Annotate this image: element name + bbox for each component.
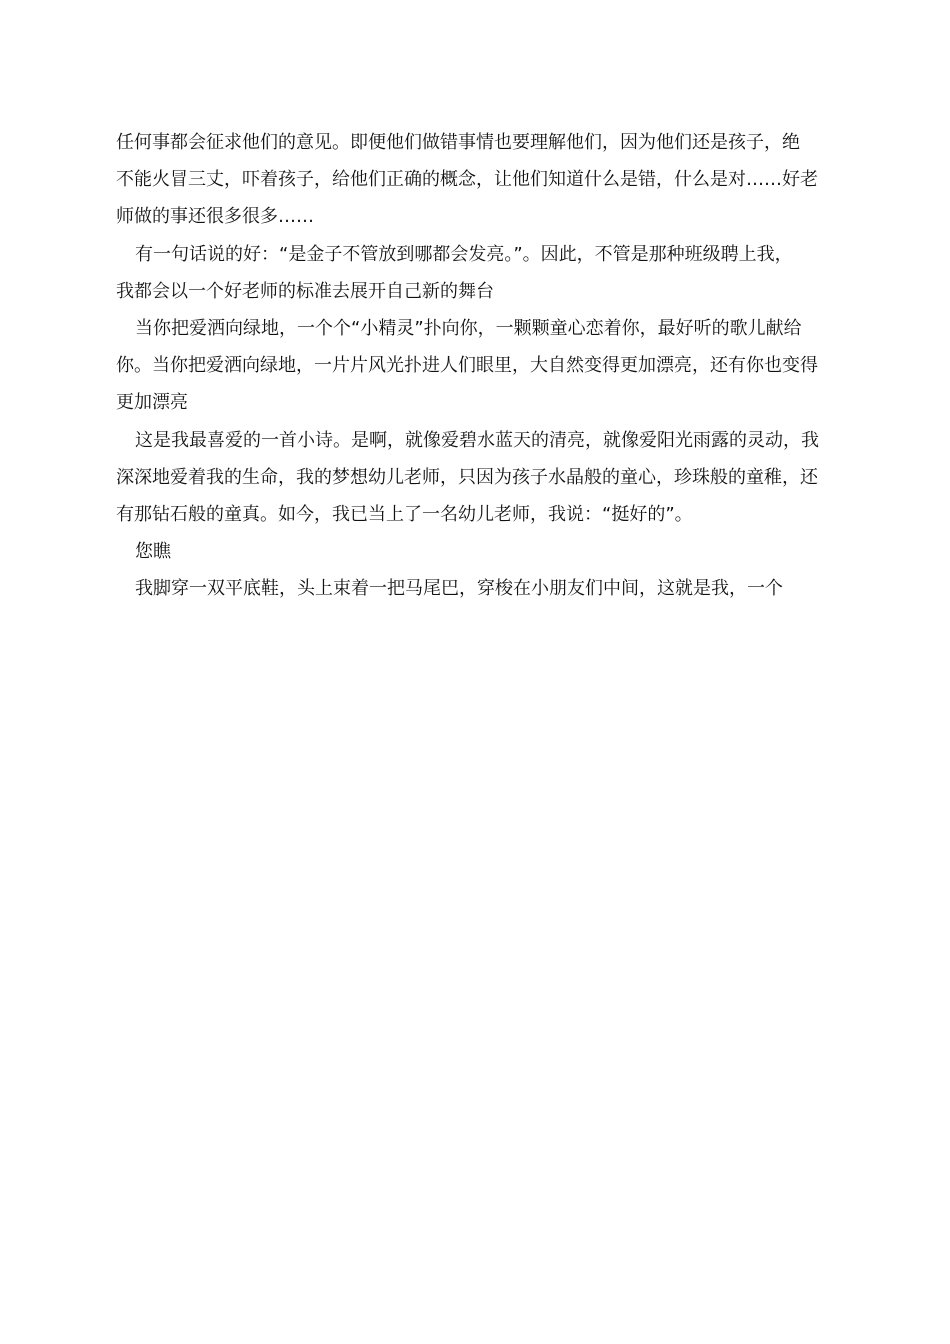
text-line: 我脚穿一双平底鞋，头上束着一把马尾巴，穿梭在小朋友们中间，这就是我，一个: [135, 578, 783, 600]
text-line: 我都会以一个好老师的标准去展开自己新的舞台: [116, 280, 494, 302]
paragraph-4: [116, 422, 836, 534]
paragraph-1: [116, 124, 836, 236]
paragraph-5: [116, 533, 836, 570]
text-line: 你。当你把爱洒向绿地，一片片风光扑进人们眼里，大自然变得更加漂亮，还有你也变得: [116, 355, 818, 377]
paragraph-3: [116, 310, 836, 422]
text-line: 深深地爱着我的生命，我的梦想幼儿老师，只因为孩子水晶般的童心，珍珠般的童稚，还: [116, 466, 818, 488]
text-line: 师做的事还很多很多……: [116, 206, 314, 228]
text-line: 不能火冒三丈，吓着孩子，给他们正确的概念，让他们知道什么是错，什么是对……好老: [116, 169, 818, 191]
text-line: 这是我最喜爱的一首小诗。是啊，就像爱碧水蓝天的清亮，就像爱阳光雨露的灵动，我: [135, 429, 819, 451]
text-line: 您瞧: [135, 541, 171, 563]
text-line: 当你把爱洒向绿地，一个个“小精灵”扑向你，一颗颗童心恋着你，最好听的歌儿献给: [135, 317, 802, 339]
text-line: 有那钻石般的童真。如今，我已当上了一名幼儿老师，我说：“挺好的”。: [116, 503, 693, 525]
text-line: 更加漂亮: [116, 392, 188, 414]
document-body: [116, 124, 836, 607]
text-line: 有一句话说的好：“是金子不管放到哪都会发亮。”。因此，不管是那种班级聘上我，: [135, 243, 793, 265]
text-line: 任何事都会征求他们的意见。即便他们做错事情也要理解他们，因为他们还是孩子，绝: [116, 132, 800, 153]
paragraph-2: [116, 236, 836, 310]
paragraph-6: [116, 570, 836, 607]
